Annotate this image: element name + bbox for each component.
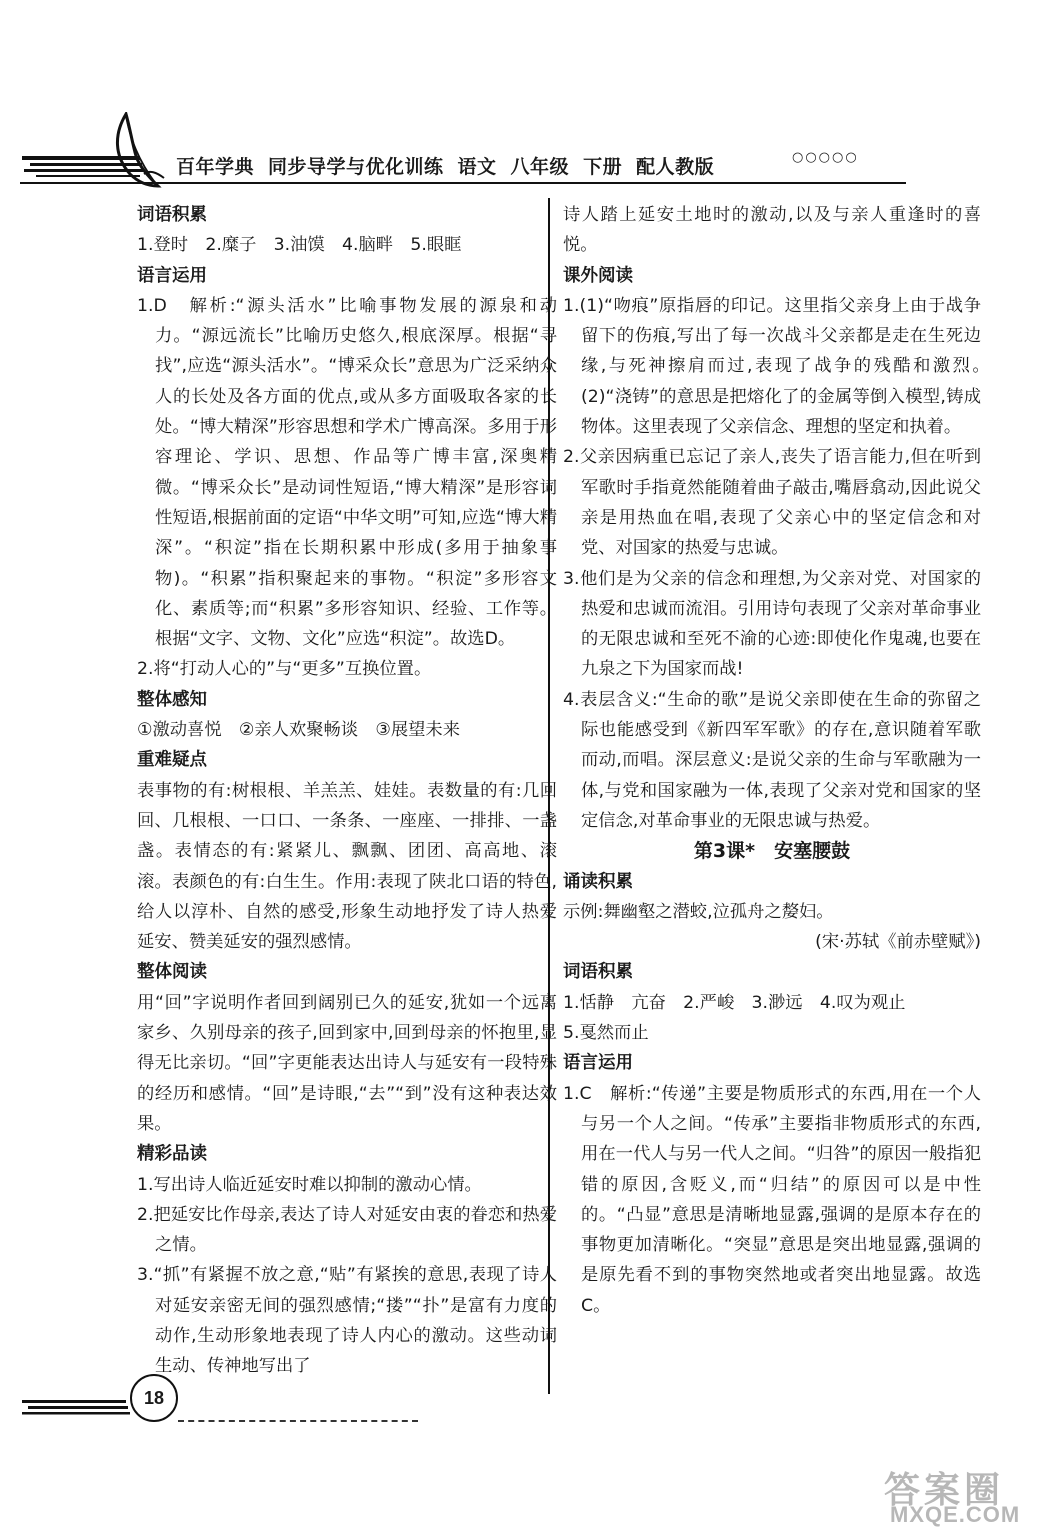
- answer-item: 2.把延安比作母亲,表达了诗人对延安由衷的眷恋和热爱之情。: [137, 1204, 557, 1256]
- section-heading: 词语积累: [137, 205, 207, 225]
- page-number: 18: [130, 1374, 178, 1422]
- answer-item: 3.“抓”有紧握不放之意,“贴”有紧挨的意思,表现了诗人对延安亲密无间的强烈感情;“搂”“扑”是富有力度的动作,生动形象地表现了诗人内心的激动。这些动词生动、传神地写出了: [137, 1265, 557, 1377]
- page-header: [0, 0, 1056, 200]
- left-column: [137, 200, 557, 1382]
- answer-item: 4.表层含义:“生命的歌”是说父亲即使在生命的弥留之际也能感受到《新四军军歌》的存在,意识随着军歌而动,而唱。深层意义:是说父亲的生命与军歌融为一体,与党和国家融为一体,表现了父亲对党和国家的坚定信念,对革命事业的无限忠诚与热爱。: [563, 689, 981, 831]
- quill-pen-icon: [110, 112, 168, 188]
- answer-paragraph: 5.戛然而止: [563, 1023, 649, 1044]
- section-heading: 重难疑点: [137, 750, 207, 771]
- column-divider: [548, 198, 550, 1394]
- section-heading: 整体阅读: [137, 962, 207, 983]
- footer-speed-lines-decoration: [22, 1396, 134, 1420]
- watermark-top-text: 答案圈: [884, 1469, 1005, 1510]
- answer-item: 3.他们是为父亲的信念和理想,为父亲对党、对国家的热爱和忠诚而流泪。引用诗句表现了父亲对革命事业的无限忠诚和至死不渝的心迹:即使化作鬼魂,也要在九泉之下为国家而战!: [563, 568, 981, 680]
- answer-item: 1.(1)“吻痕”原指唇的印记。这里指父亲身上由于战争留下的伤痕,写出了每一次战斗父亲都是走在生死边缘,与死神擦肩而过,表现了战争的残酷和激烈。 (2)“浇铸”的意思是把熔化了的金属等倒入模型,铸成物体。这里表现了父亲信念、理想的坚定和执着。: [563, 295, 999, 438]
- answer-item: 2.将“打动人心的”与“更多”互换位置。: [137, 659, 432, 680]
- right-column: [563, 200, 999, 1321]
- book-title: [176, 152, 728, 179]
- header-dots-decoration: ○○○○○: [792, 150, 859, 165]
- answer-paragraph: 示例:舞幽壑之潜蛟,泣孤舟之嫠妇。: [563, 901, 834, 922]
- answer-paragraph: 1.登时 2.糜子 3.油馍 4.脑畔 5.眼眶: [137, 235, 462, 256]
- watermark-bottom-text: MXQE.COM: [890, 1502, 1021, 1527]
- section-heading: 语言运用: [563, 1053, 633, 1074]
- answer-item: 1.D 解析:“源头活水”比喻事物发展的源泉和动力。“源远流长”比喻历史悠久,根底深厚。根据“寻找”,应选“源头活水”。“博采众长”意思为广泛采纳众人的长处及各方面的优点,或从多方面吸取各家的长处。“博大精深”形容思想和学术广博高深。多用于形容理论、学识、思想、作品等广博丰富,深奥精微。“博采众长”是动词性短语,“博大精深”是形容词性短语,根据前面的定语“中华文明”可知,应选“博大精深”。“积淀”指在长期积累中形成(多用于抽象事物)。“积累”指积聚起来的事物。“积淀”多形容文化、素质等;而“积累”多形容知识、经验、工作等。根据“文字、文物、文化”应选“积淀”。故选D。: [137, 295, 557, 650]
- answer-item: 1.C 解析:“传递”主要是物质形式的东西,用在一个人与另一个人之间。“传承”主要指非物质形式的东西,用在一代人与另一代人之间。“归咎”的原因一般指犯错的原因,含贬义,而“归结”的原因可以是中性的。“凸显”意思是清晰地显露,强调的是原本存在的事物更加清晰化。“突显”意思是突出地显露,强调的是原先看不到的事物突然地或者突出地显露。故选C。: [563, 1083, 981, 1316]
- subject-name: 语文: [457, 156, 497, 178]
- section-heading: 诵读积累: [563, 871, 633, 892]
- series-name: 同步导学与优化训练: [268, 156, 444, 178]
- site-watermark: [872, 1462, 1042, 1532]
- footer-dashed-rule: [178, 1420, 418, 1422]
- header-rule: [20, 182, 906, 184]
- brand-name: 百年学典: [176, 156, 255, 178]
- section-heading: 课外阅读: [563, 265, 633, 286]
- answer-item: 2.父亲因病重已忘记了亲人,丧失了语言能力,但在听到军歌时手指竟然能随着曲子敲击,嘴唇翕动,因此说父亲是用热血在唱,表现了父亲心中的坚定信念和对党、对国家的热爱与忠诚。: [563, 447, 981, 559]
- volume-label: 下册: [583, 156, 623, 178]
- section-heading: 词语积累: [563, 962, 633, 983]
- section-heading: 语言运用: [137, 265, 207, 286]
- answer-paragraph: 用“回”字说明作者回到阔别已久的延安,犹如一个远离家乡、久别母亲的孩子,回到家中,回到母亲的怀抱里,显得无比亲切。“回”字更能表达出诗人与延安有一段特殊的经历和感情。“回”是诗眼,“去”“到”没有这种表达效果。: [137, 992, 557, 1134]
- section-heading: 整体感知: [137, 689, 207, 710]
- source-citation: (宋·苏轼《前赤壁赋》): [815, 932, 981, 953]
- edition-label: 配人教版: [636, 156, 715, 178]
- answer-paragraph: 表事物的有:树根根、羊羔羔、娃娃。表数量的有:几回回、几根根、一口口、一条条、一座座、一排排、一盏盏。表情态的有:紧紧儿、飘飘、团团、高高地、滚滚。表颜色的有:白生生。作用:表现了陕北口语的特色,给人以淳朴、自然的感受,形象生动地抒发了诗人热爱延安、赞美延安的强烈感情。: [137, 780, 557, 953]
- section-heading: 精彩品读: [137, 1144, 207, 1165]
- answer-item: 1.写出诗人临近延安时难以抑制的激动心情。: [137, 1174, 482, 1195]
- answer-paragraph: ①激动喜悦 ②亲人欢聚畅谈 ③展望未来: [137, 720, 460, 741]
- continued-text: 诗人踏上延安土地时的激动,以及与亲人重逢时的喜悦。: [563, 205, 981, 256]
- grade-label: 八年级: [510, 156, 570, 178]
- lesson-title: 第3课* 安塞腰鼓: [693, 840, 851, 863]
- answer-paragraph: 1.恬静 亢奋 2.严峻 3.渺远 4.叹为观止: [563, 992, 906, 1013]
